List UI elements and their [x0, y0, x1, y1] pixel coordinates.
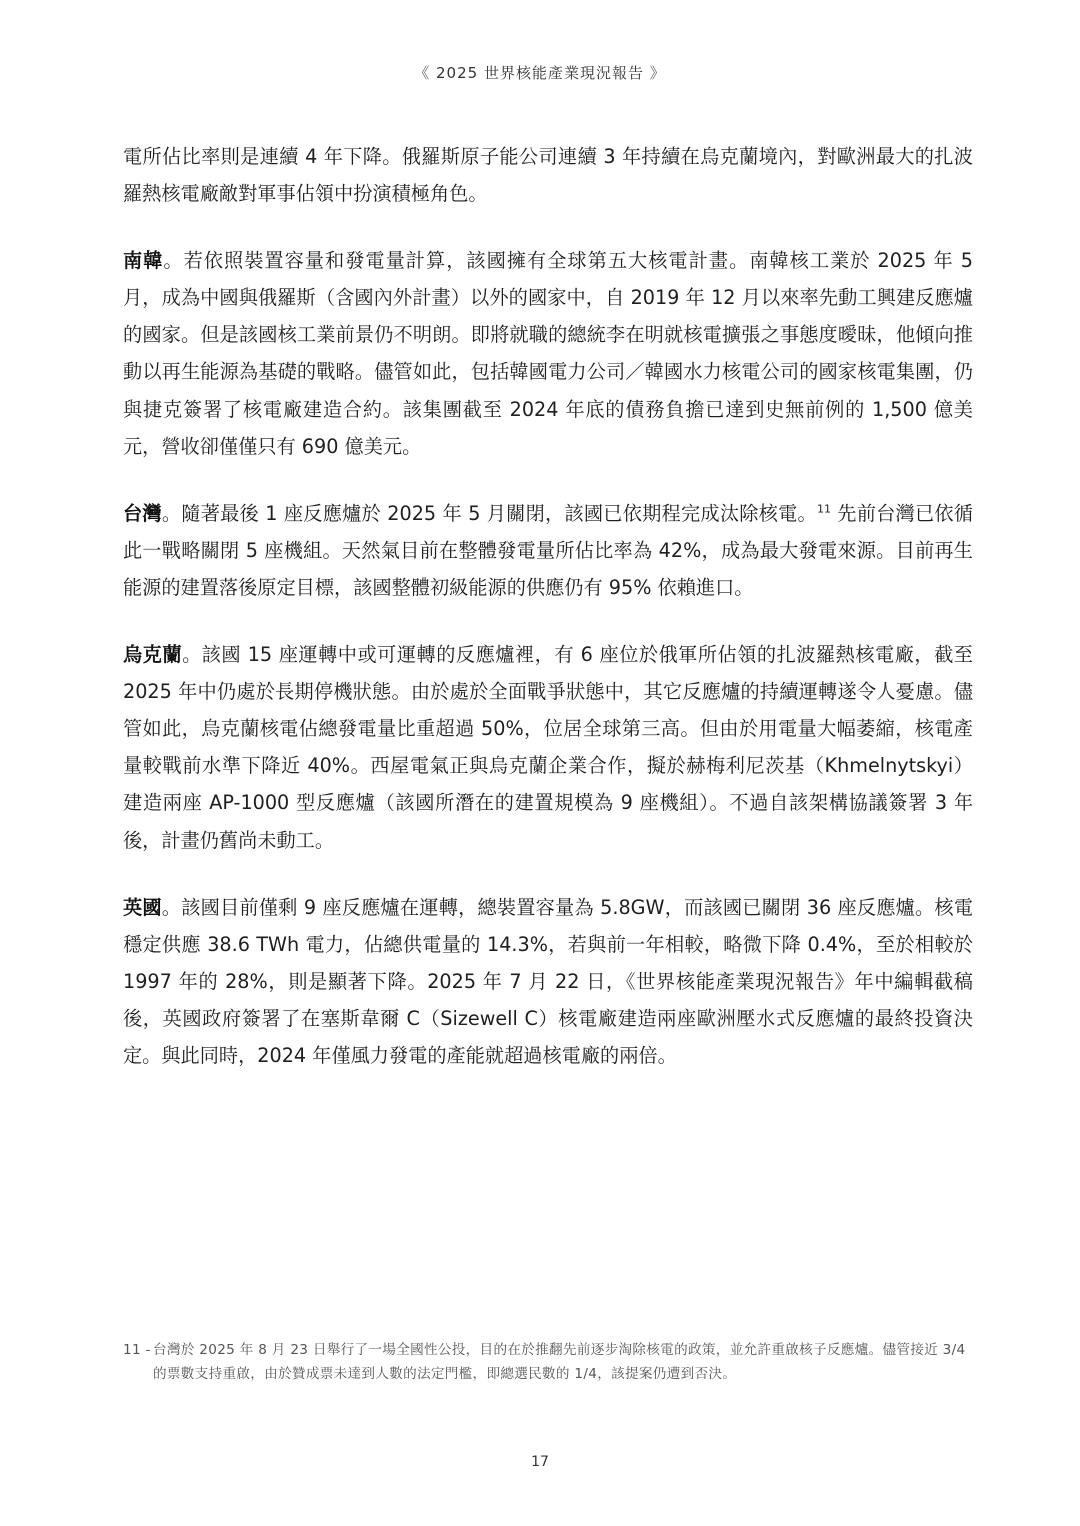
paragraph-text: 電所佔比率則是連續 4 年下降。俄羅斯原子能公司連續 3 年持續在烏克蘭境內，對歐洲最大的扎波羅熱核電廠敵對軍事佔領中扮演積極角色。: [123, 145, 973, 206]
paragraph-text: 。隨著最後 1 座反應爐於 2025 年 5 月關閉，該國已依期程完成汰除核電。: [161, 501, 817, 525]
paragraph-lead-ukraine: 烏克蘭: [123, 643, 183, 667]
footnotes: [123, 1338, 973, 1386]
paragraph-ukraine: [123, 636, 973, 859]
paragraph-uk: [123, 889, 973, 1074]
page-number: 17: [531, 1454, 549, 1470]
footnote-text: 台灣於 2025 年 8 月 23 日舉行了一場全國性公投，目的在於推翻先前逐步淘除核電的政策，並允許重啟核子反應爐。儘管接近 3/4 的票數支持重啟，由於贊成票未達到人數的法定門檻，即總選民數的 1/4，該提案仍遭到否決。: [153, 1342, 966, 1382]
paragraph-text-after: 先前台灣已依循此一戰略關閉 5 座機組。天然氣目前在整體發電量所佔比率為 42%，成為最大發電來源。目前再生能源的建置落後原定目標，該國整體初級能源的供應仍有 95% 依賴進口。: [123, 501, 974, 599]
paragraph-lead-taiwan: 台灣: [123, 501, 162, 525]
footnote-reference[interactable]: 11: [816, 502, 831, 516]
paragraph-lead-south-korea: 南韓: [123, 249, 164, 273]
paragraph-text: 。該國目前僅剩 9 座反應爐在運轉，總裝置容量為 5.8GW，而該國已關閉 36 座反應爐。核電穩定供應 38.6 TWh 電力，佔總供電量的 14.3%，若與前一年相較，略微下降 0.4%，至於相較於 1997 年的 28%，則是顯著下降。2025 年 7 月 22 日，《世界核能產業現況報告》年中編輯截稿後，英國政府簽署了在塞斯韋爾 C（Sizewell C）核電廠建造兩座歐洲壓水式反應爐的最終投資決定。與此同時，2024 年僅風力發電的產能就超過核電廠的兩倍。: [123, 895, 974, 1067]
paragraph-lead-uk: 英國: [123, 895, 162, 919]
paragraph-text: 。該國 15 座運轉中或可運轉的反應爐裡，有 6 座位於俄軍所佔領的扎波羅熱核電廠，截至 2025 年中仍處於長期停機狀態。由於處於全面戰爭狀態中，其它反應爐的持續運轉遂令人憂慮。儘管如此，烏克蘭核電佔總發電量比重超過 50%，位居全球第三高。但由於用電量大幅萎縮，核電產量較戰前水準下降近 40%。西屋電氣正與烏克蘭企業合作，擬於赫梅利尼茨基（Khmelnytskyi） 建造兩座 AP-1000 型反應爐（該國所潛在的建置規模為 9 座機組）。不過自該架構協議簽署 3 年後，計畫仍舊尚未動工。: [123, 643, 973, 852]
running-header: 《 2025 世界核能產業現況報告 》: [414, 64, 666, 82]
paragraph-taiwan: [123, 495, 973, 606]
paragraph-text: 。若依照裝置容量和發電量計算，該國擁有全球第五大核電計畫。南韓核工業於 2025 年 5 月，成為中國與俄羅斯（含國內外計畫）以外的國家中，自 2019 年 12 月以來率先動工興建反應爐的國家。但是該國核工業前景仍不明朗。即將就職的總統李在明就核電擴張之事態度曖昧，他傾向推動以再生能源為基礎的戰略。儘管如此，包括韓國電力公司／韓國水力核電公司的國家核電集團，仍與捷克簽署了核電廠建造合約。該集團截至 2024 年底的債務負擔已達到史無前例的 1,500 億美元，營收卻僅僅只有 690 億美元。: [123, 249, 973, 458]
footnote-11: [123, 1338, 973, 1386]
footnote-number: 11 -: [123, 1342, 151, 1358]
paragraph-continuation: [123, 138, 973, 212]
paragraph-south-korea: [123, 242, 973, 465]
body-text: [123, 138, 973, 1104]
